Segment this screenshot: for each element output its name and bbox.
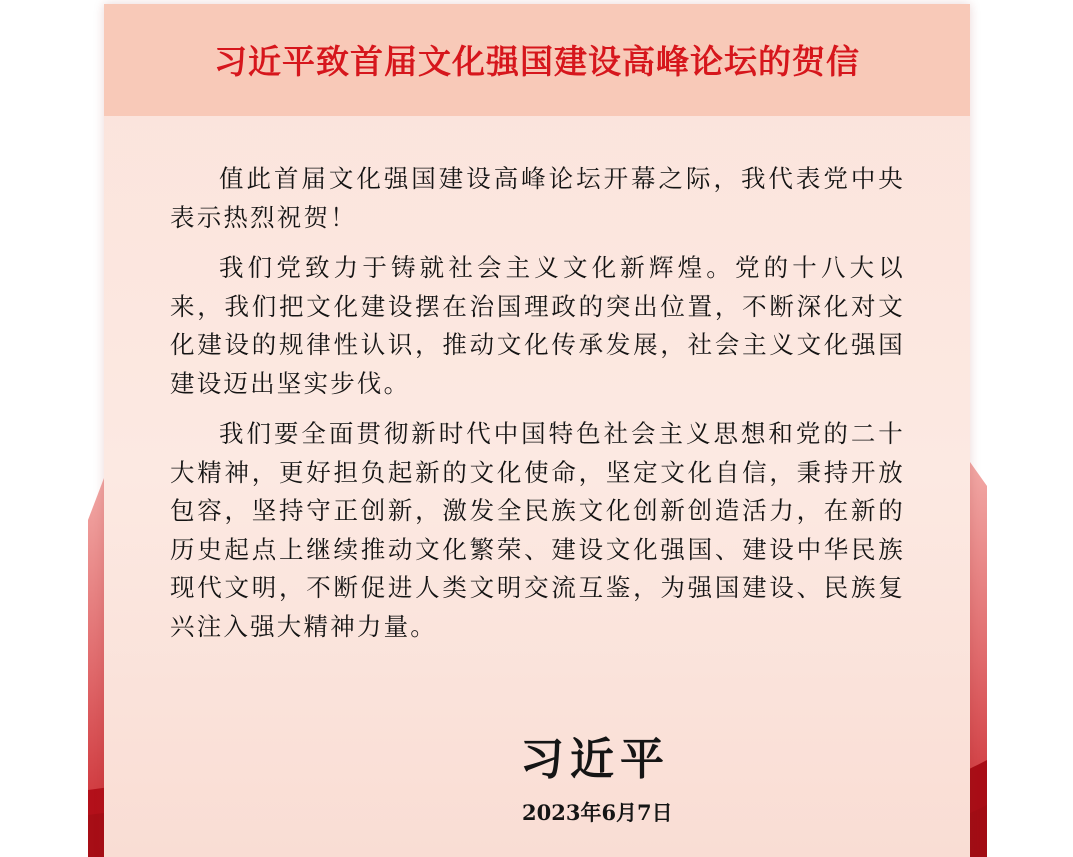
letter-title: 习近平致首届文化强国建设高峰论坛的贺信 bbox=[214, 42, 860, 81]
letter-body bbox=[170, 160, 905, 658]
paragraph-1: 值此首届文化强国建设高峰论坛开幕之际，我代表党中央表示热烈祝贺！ bbox=[170, 164, 905, 232]
signature: 习近平 bbox=[520, 734, 670, 785]
paragraph-3: 我们要全面贯彻新时代中国特色社会主义思想和党的二十大精神，更好担负起新的文化使命，坚定文化自信，秉持开放包容，坚持守正创新，激发全民族文化创新创造活力，在新的历史起点上继续推动文化繁荣、建设文化强国、建设中华民族现代文明，不断促进人类文明交流互鉴，为强国建设、民族复兴注入强大精神力量。 bbox=[170, 419, 905, 641]
title-band bbox=[104, 4, 970, 116]
paragraph-2: 我们党致力于铸就社会主义文化新辉煌。党的十八大以来，我们把文化建设摆在治国理政的突出位置，不断深化对文化建设的规律性认识，推动文化传承发展，社会主义文化强国建设迈出坚实步伐。 bbox=[170, 253, 905, 398]
letter-date: 2023年6月7日 bbox=[522, 800, 673, 825]
letter-paper bbox=[104, 4, 970, 857]
